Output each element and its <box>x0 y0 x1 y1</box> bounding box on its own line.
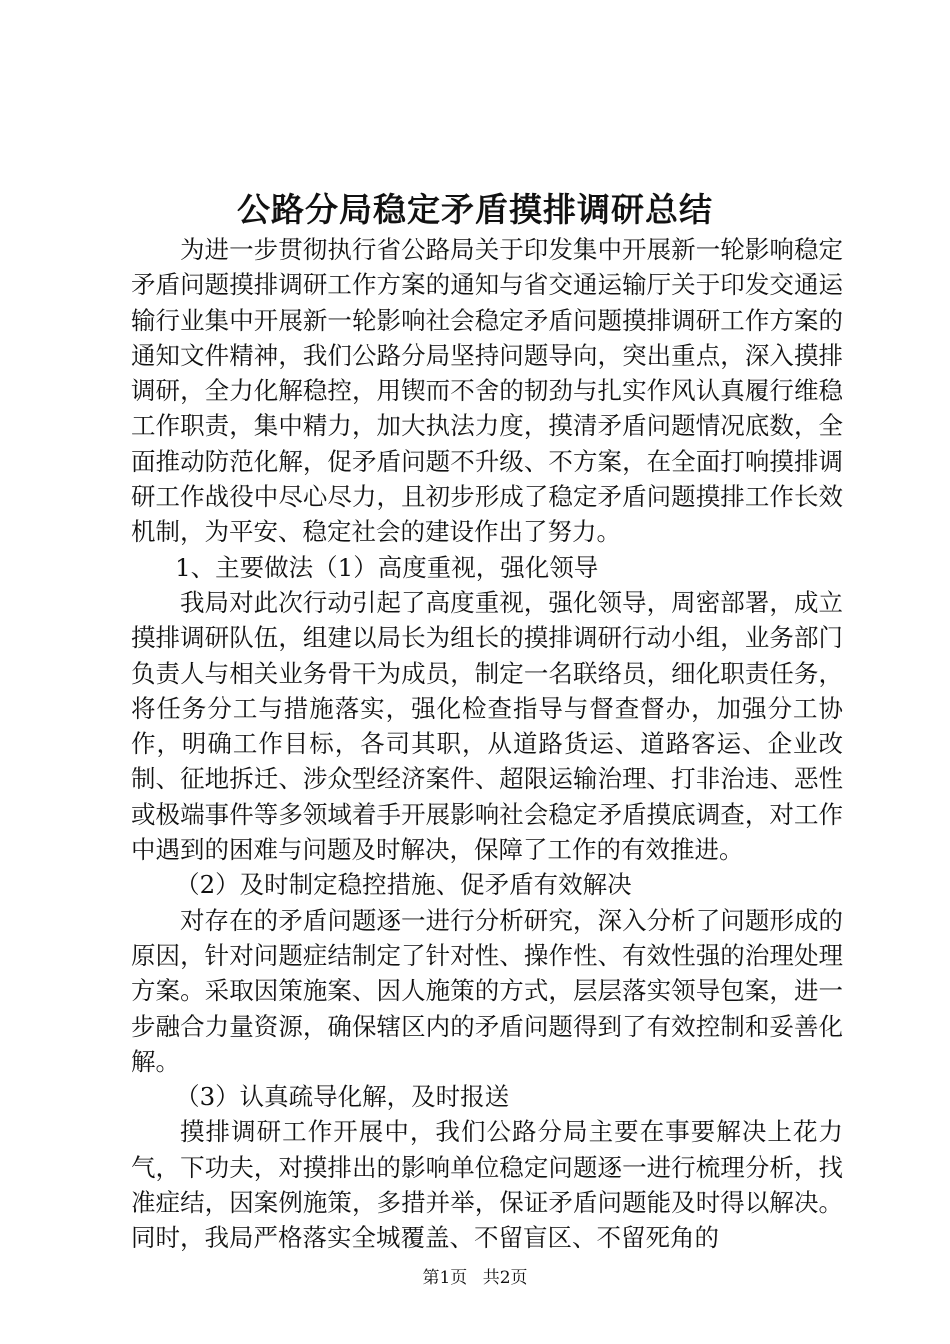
paragraph-intro: 为进一步贯彻执行省公路局关于印发集中开展新一轮影响稳定矛盾问题摸排调研工作方案的通知与省交通运输厅关于印发交通运输行业集中开展新一轮影响社会稳定矛盾问题摸排调研工作方案的通知文件精神，我们公路分局坚持问题导向，突出重点，深入摸排调研，全力化解稳控，用锲而不舍的韧劲与扎实作风认真履行维稳工作职责，集中精力，加大执法力度，摸清矛盾问题情况底数，全面推动防范化解，促矛盾问题不升级、不方案，在全面打响摸排调研工作战役中尽心尽力，且初步形成了稳定矛盾问题摸排工作长效机制，为平安、稳定社会的建设作出了努力。 <box>131 235 843 547</box>
document-title: 公路分局稳定矛盾摸排调研总结 <box>237 190 713 229</box>
page-total: 共2页 <box>482 1268 528 1288</box>
document-body <box>131 232 843 1256</box>
paragraph-control-measures: 对存在的矛盾问题逐一进行分析研究，深入分析了问题形成的原因，针对问题症结制定了针对性、操作性、有效性强的治理处理方案。采取因策施案、因人施策的方式，层层落实领导包案，进一步融合力量资源，确保辖区内的矛盾问题得到了有效控制和妥善化解。 <box>131 905 843 1076</box>
paragraph-leadership: 我局对此次行动引起了高度重视，强化领导，周密部署，成立摸排调研队伍，组建以局长为组长的摸排调研行动小组，业务部门负责人与相关业务骨干为成员，制定一名联络员，细化职责任务，将任务分工与措施落实，强化检查指导与督查督办，加强分工协作，明确工作目标，各司其职，从道路货运、道路客运、企业改制、征地拆迁、涉众型经济案件、超限运输治理、打非治违、恶性或极端事件等多领域着手开展影响社会稳定矛盾摸底调查，对工作中遇到的困难与问题及时解决，保障了工作的有效推进。 <box>131 587 843 865</box>
page-number: 第1页 <box>422 1268 468 1288</box>
section-heading-main-practices: 1、主要做法（1）高度重视，强化领导 <box>175 552 599 582</box>
paragraph-resolution: 摸排调研工作开展中，我们公路分局主要在事要解决上花力气，下功夫，对摸排出的影响单位稳定问题逐一进行梳理分析，找准症结，因案例施策，多措并举，保证矛盾问题能及时得以解决。同时，我局严格落实全城覆盖、不留盲区、不留死角的 <box>131 1117 843 1253</box>
section-heading-resolution: （3）认真疏导化解，及时报送 <box>175 1082 510 1112</box>
page-footer <box>0 1266 950 1290</box>
section-heading-control-measures: （2）及时制定稳控措施、促矛盾有效解决 <box>175 870 632 900</box>
